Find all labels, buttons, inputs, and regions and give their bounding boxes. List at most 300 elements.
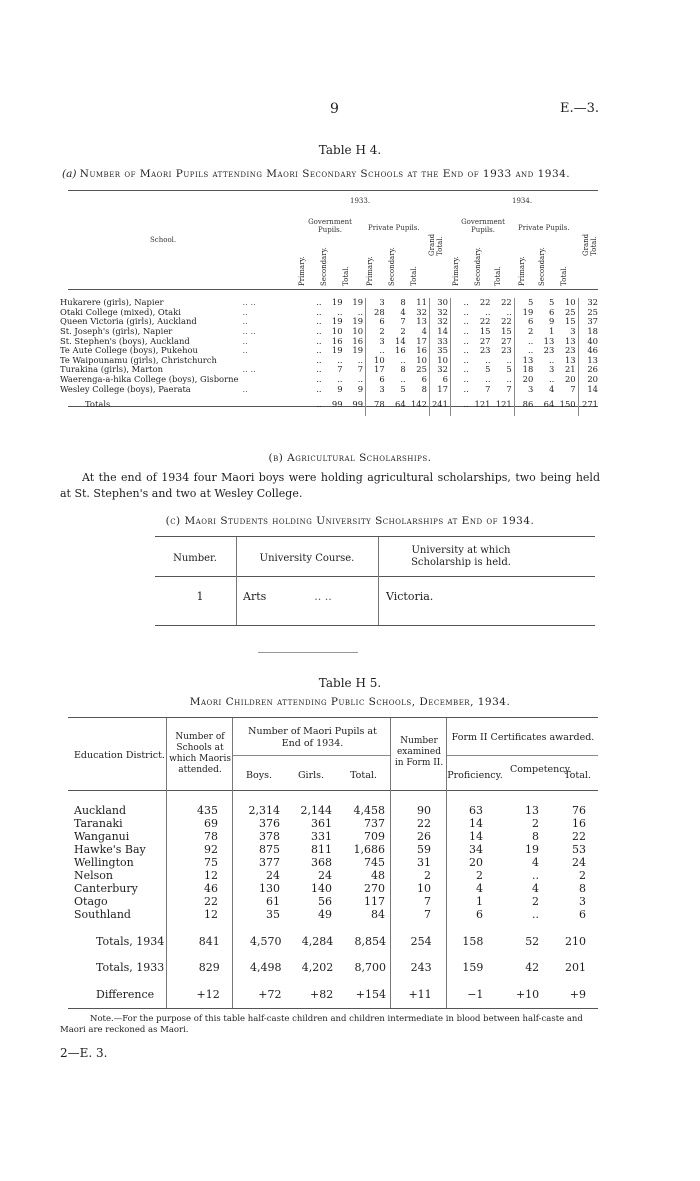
totals-1933-row: [74, 954, 598, 981]
cell-value: 6: [476, 908, 483, 921]
h5-col-certs: Form II Certificates awarded.: [451, 732, 595, 743]
table-h5-row: [74, 856, 598, 869]
col-total-1933: Total.: [342, 266, 350, 286]
h5-col-girls: Girls.: [297, 770, 325, 781]
t34-v5: 158: [462, 934, 484, 948]
cell-value: 15: [479, 326, 491, 337]
cell-value: 9: [548, 316, 555, 327]
cell-value: 56: [318, 895, 332, 908]
tot-v12: 150: [559, 399, 576, 410]
cell-value: 4: [532, 882, 539, 895]
cell-value: ..: [485, 354, 491, 365]
t33-v2: 4,202: [301, 961, 334, 974]
cell-value: 18: [578, 327, 600, 337]
cell-value: 14: [469, 817, 483, 830]
diff-v5: −1: [467, 987, 484, 1001]
footer-signature: 2—E. 3.: [60, 1046, 108, 1060]
t34-v6: 52: [525, 934, 540, 948]
cell-value: 13: [564, 335, 576, 346]
cell-value: 7: [400, 316, 406, 327]
tot-v8: 121: [474, 399, 491, 410]
cell-value: 2,314: [248, 804, 280, 817]
cell-value: 35: [266, 908, 280, 921]
table-h5-header-rule: [68, 790, 598, 791]
cell-value: 8: [532, 830, 539, 843]
cell-value: 17: [429, 384, 450, 394]
cell-value: 34: [469, 843, 483, 856]
gov-pupils-1934: Government Pupils.: [461, 218, 505, 234]
cell-value: ..: [549, 374, 555, 385]
cell-value: 15: [501, 326, 512, 337]
cell-value: 10: [429, 356, 450, 366]
cell-value: 61: [266, 895, 280, 908]
cell-value: 20: [514, 375, 535, 385]
cell-value: 15: [564, 316, 576, 327]
course-dots: .. ..: [314, 590, 332, 603]
district-name: Otago: [74, 895, 108, 908]
private-pupils-1934: Private Pupils.: [518, 224, 570, 232]
col-primary-1933: Primary.: [298, 256, 306, 286]
cell-value: ..: [337, 354, 343, 365]
leader-dots: ..: [242, 306, 248, 317]
section-c-header-rule: [155, 576, 595, 577]
cell-value: 28: [366, 308, 387, 318]
cell-value: ..: [400, 354, 406, 365]
cell-value: 117: [364, 895, 385, 908]
totals-1933-label: Totals, 1933: [96, 961, 165, 974]
cell-value: 16: [572, 817, 586, 830]
cell-value: 3: [514, 384, 535, 394]
cell-value: 22: [204, 895, 218, 908]
cell-value: ..: [316, 335, 322, 346]
school-name: Queen Victoria (girls), Auckland: [60, 316, 197, 327]
cell-value: 16: [394, 345, 406, 356]
cell-value: 78: [204, 830, 218, 843]
col-pp-total-1933: Total.: [410, 266, 418, 286]
cell-value: 4: [548, 383, 555, 394]
cell-value: 14: [469, 830, 483, 843]
section-c-top-rule: [155, 536, 595, 537]
school-name: Te Aute College (boys), Pukehou: [60, 345, 198, 356]
cell-value: 5: [548, 297, 555, 308]
cell-value: 4: [421, 326, 427, 337]
cell-value: 377: [259, 856, 280, 869]
cell-value: ..: [532, 908, 539, 921]
leader-dots: ..: [242, 335, 248, 346]
cell-value: 18: [514, 365, 535, 375]
cell-value: 32: [429, 317, 450, 327]
cell-value: ..: [450, 336, 470, 346]
cell-value: 1: [476, 895, 483, 908]
cell-value: ..: [316, 354, 322, 365]
district-name: Hawke's Bay: [74, 843, 146, 856]
cell-value: 59: [417, 843, 431, 856]
cell-value: 1,686: [353, 843, 385, 856]
cell-value: 32: [429, 308, 450, 318]
col-pp-primary-1934: Primary.: [518, 256, 526, 286]
cell-value: 3: [366, 384, 387, 394]
cell-value: ..: [514, 336, 535, 346]
cell-value: 22: [501, 316, 512, 327]
cell-value: ..: [357, 354, 364, 365]
table-h4-row: [60, 327, 600, 337]
cell-value: 10: [366, 356, 387, 366]
cell-value: 19: [331, 345, 343, 356]
cell-value: ..: [366, 346, 387, 356]
col-university-header: University at which Scholarship is held.: [411, 545, 511, 568]
cell-value: 376: [259, 817, 280, 830]
h5-subtitle-text: Maori Children attending Public Schools, December, 1934.: [189, 696, 511, 708]
cell-value: 378: [259, 830, 280, 843]
cell-value: ..: [450, 365, 470, 375]
h5-col-boys: Boys.: [246, 770, 272, 781]
cell-value: 12: [204, 908, 218, 921]
cell-value: 435: [197, 804, 218, 817]
section-c-bottom-rule: [155, 625, 595, 626]
diff-v1: +72: [258, 987, 282, 1001]
table-h5-subtitle: [0, 696, 700, 708]
leader-dots: [240, 375, 303, 385]
t33-v5: 159: [462, 961, 484, 974]
cell-value: 49: [318, 908, 332, 921]
cell-value: 22: [479, 316, 491, 327]
row-university: Victoria.: [386, 590, 434, 603]
cell-value: ..: [357, 374, 364, 385]
diff-v3: +154: [355, 987, 386, 1001]
section-b-heading: [0, 452, 700, 464]
district-name: Taranaki: [74, 817, 123, 830]
tot-v3: 78: [366, 394, 387, 416]
col-secondary-1934: Secondary.: [474, 247, 482, 286]
t34-v7: 210: [565, 934, 586, 948]
cell-value: 23: [543, 345, 555, 356]
cell-value: ..: [337, 306, 343, 317]
cell-value: 5: [514, 298, 535, 308]
t34-v2: 4,284: [301, 934, 334, 948]
cell-value: 368: [311, 856, 332, 869]
cell-value: 84: [371, 908, 385, 921]
cell-value: 10: [331, 326, 343, 337]
cell-value: 1: [548, 326, 555, 337]
diff-v0: +12: [196, 987, 220, 1001]
t34-v4: 254: [410, 934, 432, 948]
section-separator: [258, 652, 358, 653]
cell-value: 7: [485, 383, 491, 394]
district-name: Southland: [74, 908, 131, 921]
cell-value: 9: [337, 383, 343, 394]
h5-col-examined: Number examined in Form II.: [394, 736, 444, 768]
cell-value: 17: [416, 335, 427, 346]
cell-value: 26: [417, 830, 431, 843]
cell-value: 19: [352, 316, 364, 327]
h5-col-schools: Number of Schools at which Maoris attended.: [169, 732, 231, 775]
cell-value: 10: [564, 297, 576, 308]
cell-value: 23: [564, 345, 576, 356]
cell-value: ..: [400, 374, 406, 385]
page-number: 9: [330, 101, 339, 117]
agricultural-heading: (b) Agricultural Scholarships.: [268, 452, 432, 464]
cell-value: 2: [424, 869, 431, 882]
cell-value: ..: [506, 354, 512, 365]
cell-value: 875: [259, 843, 280, 856]
table-h4-row: [60, 384, 600, 394]
cell-value: ..: [450, 384, 470, 394]
cell-value: 75: [204, 856, 218, 869]
cell-value: ..: [506, 374, 512, 385]
col-grand-total-1934: Grand Total.: [582, 233, 598, 256]
tot-v4: 64: [394, 399, 406, 410]
cell-value: 16: [352, 335, 364, 346]
cell-value: 9: [357, 383, 364, 394]
cell-value: 6: [366, 375, 387, 385]
cell-value: 331: [311, 830, 332, 843]
cell-value: 19: [352, 345, 364, 356]
cell-value: 17: [366, 365, 387, 375]
totals-label: Totals .. .. ..: [85, 399, 140, 410]
gov-pupils-1933: Government Pupils.: [308, 218, 352, 234]
cell-value: 7: [424, 895, 431, 908]
cell-value: 76: [572, 804, 586, 817]
leader-dots: .. ..: [242, 297, 256, 308]
cell-value: 13: [416, 316, 427, 327]
school-name: St. Joseph's (girls), Napier: [60, 326, 173, 337]
table-h4-body: [60, 298, 600, 416]
school-name: Otaki College (mixed), Otaki: [60, 306, 181, 317]
cell-value: 31: [417, 856, 431, 869]
university-heading: (c) Maori Students holding University Scholarships at End of 1934.: [165, 515, 535, 527]
cell-value: ..: [316, 297, 322, 308]
cell-value: ..: [316, 306, 322, 317]
cell-value: 22: [479, 297, 491, 308]
school-name: Turakina (girls), Marton: [60, 364, 164, 375]
cell-value: 46: [204, 882, 218, 895]
table-h5-totals: [74, 928, 598, 1007]
table-h4-school-header: School.: [150, 236, 177, 244]
cell-value: 2: [579, 869, 586, 882]
cell-value: 25: [416, 364, 427, 375]
cell-value: ..: [549, 354, 555, 365]
cell-value: 8: [579, 882, 586, 895]
cell-value: 53: [572, 843, 586, 856]
table-h5-row: [74, 882, 598, 895]
cell-value: 22: [572, 830, 586, 843]
leader-dots: ..: [242, 383, 248, 394]
leader-dots: ..: [242, 345, 248, 356]
cell-value: ..: [357, 306, 364, 317]
cell-value: 6: [421, 374, 427, 385]
cell-value: 40: [578, 336, 600, 346]
table-h5-body: [74, 804, 598, 921]
cell-value: ..: [450, 356, 470, 366]
cell-value: 19: [331, 316, 343, 327]
cell-value: 2: [400, 326, 406, 337]
cell-value: ..: [532, 869, 539, 882]
cell-value: 2,144: [300, 804, 332, 817]
row-number: 1: [196, 590, 204, 603]
school-name: Te Waipounamu (girls), Christchurch: [60, 354, 217, 365]
table-h4-header-rule: [68, 289, 598, 290]
cell-value: 24: [572, 856, 586, 869]
col-pp-secondary-1933: Secondary.: [388, 247, 396, 286]
col-secondary-1933: Secondary.: [320, 247, 328, 286]
cell-value: 23: [479, 345, 491, 356]
cell-value: 2: [476, 869, 483, 882]
cell-value: 3: [570, 326, 576, 337]
cell-value: 8: [421, 383, 427, 394]
cell-value: ..: [316, 345, 322, 356]
cell-value: 4: [532, 856, 539, 869]
cell-value: 3: [366, 336, 387, 346]
cell-value: 24: [318, 869, 332, 882]
cell-value: 20: [469, 856, 483, 869]
year-1933-label: 1933.: [350, 197, 371, 205]
page-reference: E.—3.: [560, 101, 600, 116]
cell-value: 92: [204, 843, 218, 856]
cell-value: 709: [364, 830, 385, 843]
cell-value: ..: [450, 346, 470, 356]
year-1934-label: 1934.: [512, 197, 533, 205]
row-course: [243, 590, 332, 603]
school-name: Waerenga-a-hika College (boys), Gisborne: [60, 374, 239, 385]
cell-value: 13: [564, 354, 576, 365]
difference-label: Difference: [96, 987, 155, 1001]
cell-value: 24: [266, 869, 280, 882]
tot-v0: ..: [316, 399, 322, 410]
t34-v0: 841: [198, 934, 220, 948]
table-h4-top-rule: [68, 190, 598, 191]
cell-value: 90: [417, 804, 431, 817]
cell-value: 16: [331, 335, 343, 346]
cell-value: 2: [514, 327, 535, 337]
cell-value: 63: [469, 804, 483, 817]
table-h5-title: Table H 5.: [318, 676, 382, 690]
cell-value: 48: [371, 869, 385, 882]
t34-v3: 8,854: [354, 934, 386, 948]
cell-value: 2: [532, 817, 539, 830]
table-h5-row: [74, 830, 598, 843]
leader-dots: ..: [242, 316, 248, 327]
table-h5-row: [74, 843, 598, 856]
tot-v11: 64: [543, 399, 555, 410]
cell-value: 6: [514, 317, 535, 327]
t33-v0: 829: [198, 961, 220, 974]
cell-value: 12: [204, 869, 218, 882]
h5-col-total: Total.: [350, 770, 377, 781]
t33-v3: 8,700: [354, 961, 386, 974]
school-name: Wesley College (boys), Paerata: [60, 383, 191, 394]
tot-v13: 271: [578, 394, 600, 416]
table-h5-row: [74, 817, 598, 830]
section-b-text: At the end of 1934 four Maori boys were holding agricultural scholarships, two being held at St. Stephen's and two at Wesley College.: [60, 471, 600, 500]
tot-v9: 121: [495, 399, 512, 410]
cell-value: 3: [366, 298, 387, 308]
t33-v1: 4,498: [249, 961, 282, 974]
cell-value: 21: [564, 364, 576, 375]
col-course-header: University Course.: [259, 553, 355, 564]
table-h5-top-rule: [68, 717, 598, 718]
cell-value: 14: [394, 335, 406, 346]
cell-value: 7: [506, 383, 512, 394]
cell-value: ..: [485, 374, 491, 385]
totals-1934-label: Totals, 1934: [96, 934, 165, 948]
table-h4-title: Table H 4.: [318, 143, 382, 157]
t33-v6: 42: [525, 961, 540, 974]
cell-value: ..: [450, 308, 470, 318]
h5-pupils-subrule: [233, 755, 390, 756]
cell-value: 7: [357, 364, 364, 375]
private-pupils-1933: Private Pupils.: [368, 224, 420, 232]
diff-v2: +82: [310, 987, 334, 1001]
cell-value: 30: [429, 298, 450, 308]
cell-value: 19: [525, 843, 539, 856]
cell-value: 19: [514, 308, 535, 318]
section-c-vline-2: [378, 537, 379, 625]
h5-col-proficiency: Proficiency.: [447, 770, 503, 781]
cell-value: 7: [424, 908, 431, 921]
col-number-header: Number.: [173, 553, 217, 564]
cell-value: ..: [506, 306, 512, 317]
leader-dots: .. ..: [242, 364, 256, 375]
diff-v7: +9: [569, 987, 586, 1001]
cell-value: ..: [450, 375, 470, 385]
table-h4-vertical-headers: [294, 233, 604, 286]
h5-col-pupils: Number of Maori Pupils at End of 1934.: [248, 726, 377, 749]
cell-value: 4,458: [353, 804, 385, 817]
cell-value: 25: [564, 306, 576, 317]
cell-value: ..: [337, 374, 343, 385]
diff-v6: +10: [515, 987, 540, 1001]
cell-value: 6: [548, 306, 555, 317]
cell-value: 4: [400, 306, 406, 317]
col-pp-total-1934: Total.: [560, 266, 568, 286]
cell-value: 25: [578, 308, 600, 318]
table-h5-bottom-rule: [68, 1008, 598, 1009]
cell-value: 2: [532, 895, 539, 908]
totals-1934-row: [74, 928, 598, 954]
cell-value: 811: [311, 843, 332, 856]
diff-v4: +11: [408, 987, 432, 1001]
cell-value: 22: [417, 817, 431, 830]
t33-v4: 243: [410, 961, 432, 974]
cell-value: 140: [311, 882, 332, 895]
cell-value: ..: [514, 346, 535, 356]
cell-value: ..: [450, 317, 470, 327]
cell-value: ..: [450, 298, 470, 308]
cell-value: 13: [578, 356, 600, 366]
cell-value: 26: [578, 365, 600, 375]
cell-value: 32: [429, 365, 450, 375]
tot-v6: 241: [429, 394, 450, 416]
t33-v7: 201: [565, 961, 586, 974]
cell-value: 737: [364, 817, 385, 830]
table-h5-row: [74, 869, 598, 882]
cell-value: ..: [316, 316, 322, 327]
cell-value: 27: [501, 335, 512, 346]
cell-value: 14: [578, 384, 600, 394]
cell-value: 69: [204, 817, 218, 830]
subtitle-text: Number of Maori Pupils attending Maori Secondary Schools at the End of 1933 and 1934.: [79, 168, 571, 180]
school-name: St. Stephen's (boys), Auckland: [60, 335, 190, 346]
cell-value: ..: [485, 306, 491, 317]
cell-value: ..: [450, 327, 470, 337]
section-c-vline-1: [236, 537, 237, 625]
cell-value: 6: [366, 317, 387, 327]
h5-certs-subrule: [447, 755, 598, 756]
cell-value: 10: [416, 354, 427, 365]
cell-value: 32: [416, 306, 427, 317]
cell-value: 7: [570, 383, 576, 394]
cell-value: 7: [337, 364, 343, 375]
